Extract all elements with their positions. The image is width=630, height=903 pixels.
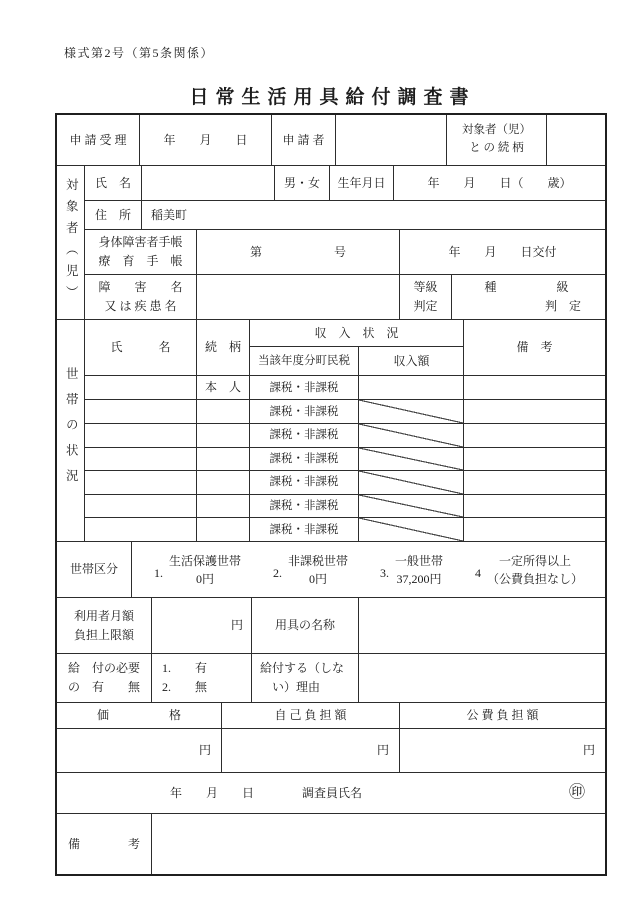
necessity-option-2: 2. 無: [162, 680, 208, 694]
category-option-2-amount: 0円: [308, 571, 327, 586]
member-relation-cell: [197, 495, 250, 518]
subject-notebook-row: [85, 230, 605, 275]
user-burden-amount-cell: [152, 598, 252, 653]
disability-label: [85, 275, 197, 319]
member-income-cell-crossed: [359, 495, 464, 518]
household-header-row: [85, 320, 605, 376]
notebook-label: [85, 230, 197, 274]
disability-value-cell: [197, 275, 400, 319]
disability-label-line1: 障 害 名: [98, 280, 183, 295]
household-row: [85, 448, 605, 472]
equipment-name-value: [359, 598, 605, 653]
member-name-cell: [85, 424, 197, 447]
household-category-options: [132, 542, 605, 597]
notebook-label-line1: 身体障害者手帳: [98, 235, 183, 250]
household-vertical-label: 世帯の状況: [57, 320, 85, 541]
remarks-value: [152, 814, 605, 874]
member-note-cell: [464, 400, 605, 423]
disability-label-line2: 又 は 疾 患 名: [104, 299, 177, 313]
form-title: 日常生活用具給付調査書: [189, 87, 476, 108]
member-tax-cell: 課税・非課税: [250, 495, 359, 518]
form-table: [55, 113, 607, 876]
household-row: [85, 495, 605, 519]
self-pay-header: 自 己 負 担 額: [222, 703, 400, 728]
member-name-cell: [85, 495, 197, 518]
income-status-header-group: [250, 320, 464, 375]
member-note-cell: [464, 471, 605, 494]
seal-mark-icon: ㊞: [568, 783, 585, 801]
income-amount-header: 収入額: [393, 353, 430, 368]
member-income-cell-crossed: [359, 400, 464, 423]
member-relation-cell: [197, 471, 250, 494]
grant-reason-label: [252, 654, 359, 702]
application-receipt-date: 年 月 日: [140, 115, 272, 165]
category-option-1: [154, 552, 241, 588]
price-value-cell: 円: [57, 729, 222, 772]
member-income-cell-crossed: [359, 448, 464, 471]
amount-header-row: [57, 703, 605, 729]
member-note-cell: [464, 495, 605, 518]
name-label: 氏 名: [85, 166, 142, 200]
grant-reason-line2: い）理由: [272, 680, 321, 694]
remarks-label: 備 考: [57, 814, 152, 874]
category-option-1-name: 生活保護世帯: [168, 553, 241, 568]
tax-header: 当該年度分町民税: [250, 347, 359, 375]
remarks-row: [57, 814, 605, 874]
member-income-cell-crossed: [359, 424, 464, 447]
name-value-cell: [142, 166, 275, 200]
member-name-cell: [85, 518, 197, 541]
category-option-4-amount: （公費負担なし）: [486, 571, 583, 586]
equipment-name-label: 用具の名称: [252, 598, 359, 653]
application-receipt-label: 申 請 受 理: [57, 115, 140, 165]
household-row: [85, 376, 605, 400]
grant-reason-value: [359, 654, 605, 702]
household-relation-header: 続 柄: [197, 320, 250, 375]
member-income-cell-crossed: [359, 471, 464, 494]
note-header: 備 考: [516, 340, 553, 355]
category-option-1-amount: 0円: [195, 571, 214, 586]
user-burden-label-line1: 利用者月額: [73, 608, 134, 623]
address-value: 稲美町: [151, 207, 188, 222]
notebook-issue-date: 年 月 日交付: [448, 244, 557, 259]
member-tax-cell: 課税・非課税: [250, 376, 359, 399]
user-burden-row: [57, 598, 605, 654]
member-note-cell: [464, 424, 605, 447]
subject-section: [57, 166, 605, 320]
document-reference: 様式第2号（第5条関係）: [64, 46, 215, 60]
category-option-2: [273, 552, 348, 588]
income-status-header: 収 入 状 況: [250, 320, 463, 347]
notebook-number: 第 号: [197, 230, 400, 274]
amount-value-row: [57, 729, 605, 773]
applicant-label: 申 請 者: [272, 115, 336, 165]
relation-label-line2: と の 続 柄: [469, 142, 524, 154]
member-relation-cell: [197, 400, 250, 423]
member-tax-cell: 課税・非課税: [250, 518, 359, 541]
category-option-4-name: 一定所得以上: [498, 553, 571, 568]
birthdate-label: 生年月日: [330, 166, 394, 200]
household-category-label: 世帯区分: [57, 542, 132, 597]
public-pay-header: 公 費 負 担 額: [466, 708, 539, 723]
subject-disability-row: [85, 275, 605, 319]
member-tax-cell: 課税・非課税: [250, 448, 359, 471]
member-income-cell: [359, 376, 464, 399]
category-option-3: [380, 552, 443, 588]
class-judgement-label: [452, 275, 605, 319]
household-row: [85, 424, 605, 448]
birthdate-value: 年 月 日（ 歳）: [427, 175, 572, 190]
subject-address-row: [85, 201, 605, 230]
price-header: 価 格: [57, 703, 222, 728]
address-label: 住 所: [85, 201, 142, 229]
category-option-2-num: 2.: [272, 566, 282, 581]
necessity-row: [57, 654, 605, 703]
household-name-header: 氏 名: [85, 320, 197, 375]
necessity-option-1: 1. 有: [162, 661, 208, 676]
category-option-2-name: 非課税世帯: [287, 553, 348, 568]
class-label-line1: 種 級: [484, 280, 569, 295]
member-note-cell: [464, 376, 605, 399]
subject-name-row: [85, 166, 605, 201]
household-row: [85, 471, 605, 495]
grade-label-line1: 等級: [413, 280, 438, 295]
member-note-cell: [464, 518, 605, 541]
member-name-cell: [85, 448, 197, 471]
member-relation-cell: [197, 518, 250, 541]
household-row: [85, 518, 605, 541]
household-rows: [85, 376, 605, 541]
relation-label: [447, 115, 547, 165]
relation-value-cell: [547, 115, 605, 165]
member-tax-cell: 課税・非課税: [250, 471, 359, 494]
user-burden-label: [57, 598, 152, 653]
household-section: [57, 320, 605, 542]
member-tax-cell: 課税・非課税: [250, 424, 359, 447]
application-receipt-row: [57, 115, 605, 166]
category-option-3-name: 一般世帯: [394, 553, 443, 568]
category-option-3-num: 3.: [379, 566, 389, 581]
applicant-value-cell: [336, 115, 447, 165]
category-option-3-amount: 37,200円: [396, 571, 442, 586]
public-pay-value-cell: 円: [582, 743, 595, 758]
grade-label-line2: 判定: [413, 299, 438, 313]
sex-options: 男・女: [275, 166, 330, 200]
member-relation-cell: 本 人: [197, 376, 250, 399]
income-subheader-row: [250, 347, 463, 375]
user-burden-label-line2: 負担上限額: [73, 627, 134, 642]
member-relation-cell: [197, 448, 250, 471]
subject-vertical-label: 対象者（児）: [57, 166, 85, 319]
category-option-1-num: 1.: [153, 566, 163, 581]
member-name-cell: [85, 400, 197, 423]
grant-reason-line1: 給付する（しな: [260, 661, 345, 676]
member-name-cell: [85, 471, 197, 494]
necessity-label: [57, 654, 152, 702]
member-income-cell-crossed: [359, 518, 464, 541]
necessity-options: [152, 654, 252, 702]
relation-label-line1: 対象者（児）: [462, 124, 531, 137]
class-label-line2: 判 定: [544, 299, 581, 313]
investigator-cell: [57, 773, 605, 813]
user-burden-unit: 円: [230, 618, 243, 633]
household-category-row: [57, 542, 605, 598]
necessity-label-line1: 給 付の必要: [67, 661, 140, 676]
investigator-date-name: 年 月 日 調査員氏名: [170, 785, 363, 800]
category-option-4-num: 4: [474, 566, 481, 581]
necessity-label-line2: の 有 無: [67, 680, 140, 694]
category-option-4: [475, 552, 583, 588]
member-tax-cell: 課税・非課税: [250, 400, 359, 423]
member-note-cell: [464, 448, 605, 471]
notebook-label-line2: 療 育 手 帳: [98, 254, 183, 268]
member-name-cell: [85, 376, 197, 399]
household-row: [85, 400, 605, 424]
self-pay-value-cell: 円: [222, 729, 400, 772]
member-relation-cell: [197, 424, 250, 447]
investigator-row: [57, 773, 605, 814]
grade-judgement-label: [400, 275, 452, 319]
